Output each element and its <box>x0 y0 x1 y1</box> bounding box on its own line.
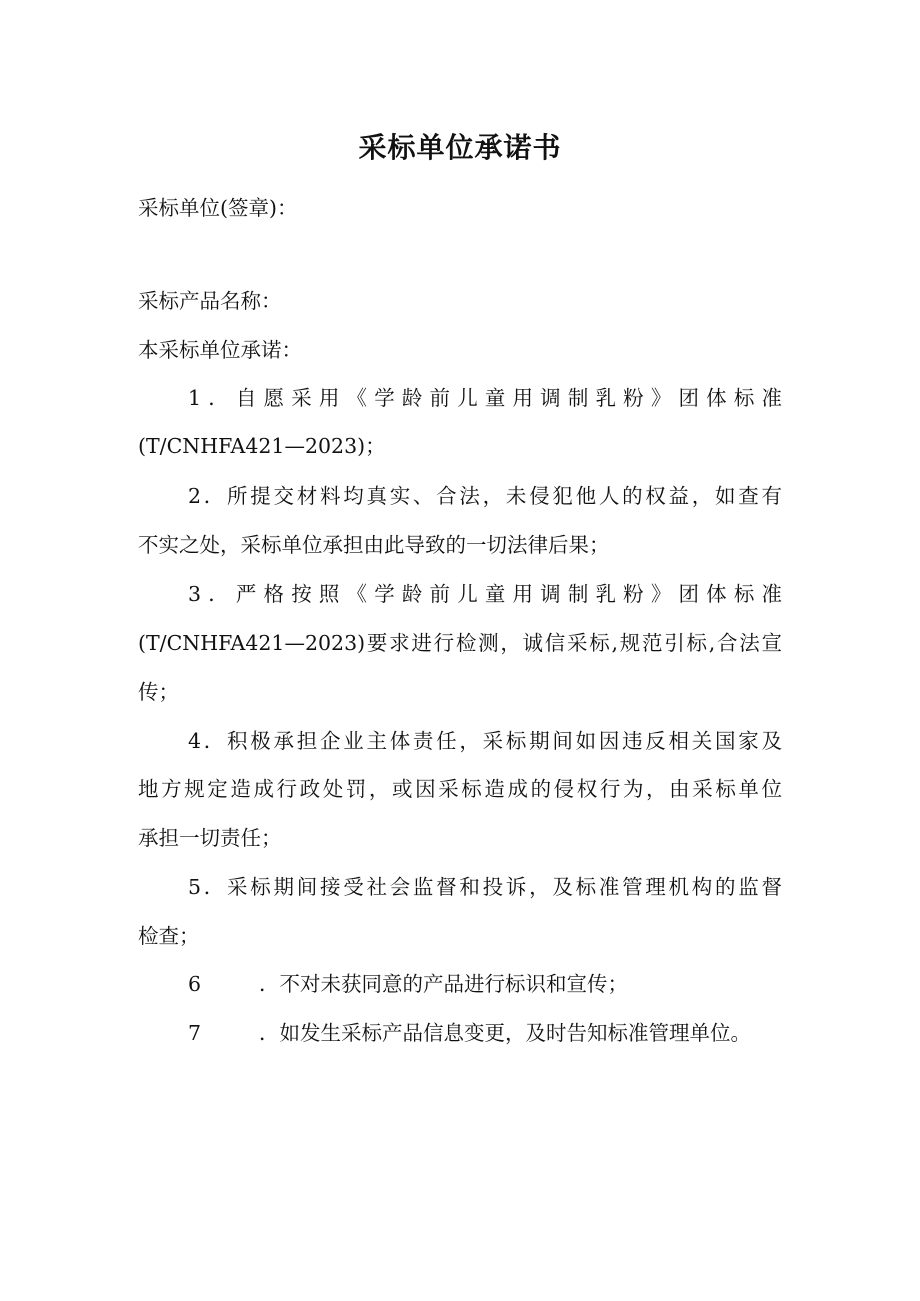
item-text-line: ．所提交材料均真实、合法，未侵犯他人的权益，如查有 <box>201 484 782 508</box>
commitment-item-1 <box>188 385 782 411</box>
item-text-line: 承担一切责任； <box>138 826 282 850</box>
commitment-item-7 <box>188 1020 751 1046</box>
item-text-line: 检查； <box>138 924 200 948</box>
item-text-line: 传； <box>138 680 179 704</box>
item-text-line: (T/CNHFA421—2023)要求进行检测，诚信采标,规范引标,合法宣 <box>138 631 782 655</box>
item-text-line: 不实之处，采标单位承担由此导致的一切法律后果； <box>138 533 610 557</box>
commitment-item-3 <box>188 581 782 607</box>
item-number: 6 <box>188 972 202 996</box>
unit-signature-label: 采标单位(签章)： <box>138 196 298 220</box>
item-text-line: ．不对未获同意的产品进行标识和宣传； <box>259 972 629 996</box>
item-number: 5 <box>188 875 202 899</box>
item-number: 3 <box>188 582 202 606</box>
commitment-item-4 <box>188 728 782 754</box>
item-text-line: ．采标期间接受社会监督和投诉，及标准管理机构的监督 <box>201 875 782 899</box>
item-number: 1 <box>188 386 202 410</box>
commitment-intro: 本采标单位承诺： <box>138 338 302 362</box>
commitment-item-5 <box>188 874 782 900</box>
document-title: 采标单位承诺书 <box>358 131 562 164</box>
item-number: 4 <box>188 729 202 753</box>
item-text-line: ．自愿采用《学龄前儿童用调制乳粉》团体标准 <box>201 386 782 410</box>
item-text-line: ．严格按照《学龄前儿童用调制乳粉》团体标准 <box>201 582 782 606</box>
product-name-label: 采标产品名称： <box>138 289 282 313</box>
commitment-item-2 <box>188 483 782 509</box>
item-text-line: ．如发生采标产品信息变更，及时告知标准管理单位。 <box>259 1021 752 1045</box>
commitment-item-6 <box>188 971 628 997</box>
item-number: 2 <box>188 484 202 508</box>
item-text-line: (T/CNHFA421—2023)； <box>138 434 386 458</box>
item-text-line: 地方规定造成行政处罚，或因采标造成的侵权行为，由采标单位 <box>138 777 782 801</box>
item-number: 7 <box>188 1021 202 1045</box>
item-text-line: ．积极承担企业主体责任，采标期间如因违反相关国家及 <box>201 729 782 753</box>
